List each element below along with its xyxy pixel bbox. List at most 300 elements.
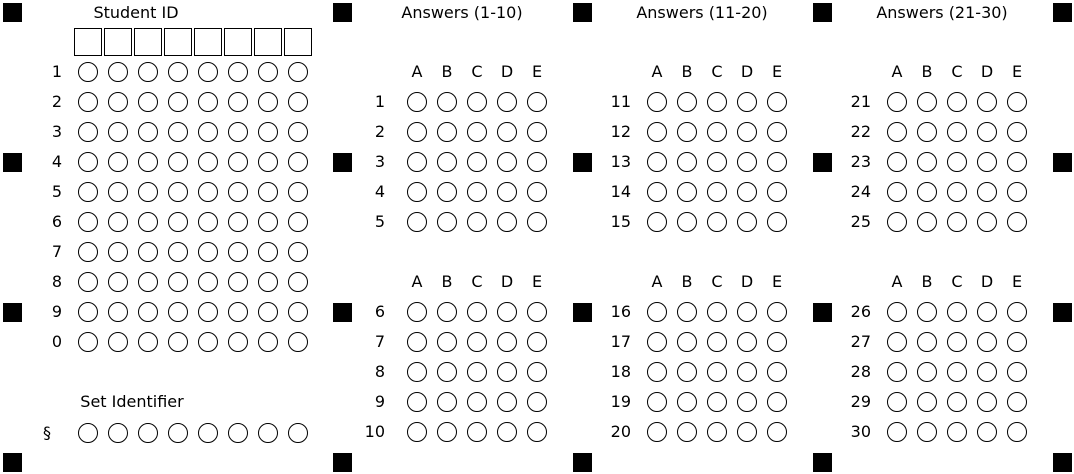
answer-bubble-b[interactable]: [677, 92, 697, 112]
student-id-bubble[interactable]: [258, 92, 278, 112]
choice-header-d: D: [980, 272, 994, 291]
student-id-bubble[interactable]: [228, 272, 248, 292]
student-id-bubble[interactable]: [138, 332, 158, 352]
answer-bubble-d[interactable]: [977, 362, 997, 382]
answer-bubble-b[interactable]: [437, 332, 457, 352]
answer-bubble-c[interactable]: [467, 92, 487, 112]
answer-bubble-c[interactable]: [947, 152, 967, 172]
choice-header-e: E: [771, 62, 783, 81]
answer-bubble-c[interactable]: [467, 152, 487, 172]
question-number: 21: [850, 92, 871, 111]
answer-bubble-e[interactable]: [1007, 332, 1027, 352]
student-id-bubble[interactable]: [168, 212, 188, 232]
answer-bubble-e[interactable]: [767, 392, 787, 412]
answer-bubble-e[interactable]: [527, 392, 547, 412]
student-id-digit-label: 4: [51, 152, 63, 171]
answer-bubble-c[interactable]: [707, 182, 727, 202]
answer-bubble-e[interactable]: [527, 332, 547, 352]
alignment-marker: [333, 3, 352, 22]
answer-bubble-e[interactable]: [767, 152, 787, 172]
student-id-bubble[interactable]: [78, 212, 98, 232]
student-id-box[interactable]: [134, 28, 162, 56]
answer-bubble-c[interactable]: [707, 422, 727, 442]
student-id-bubble[interactable]: [258, 212, 278, 232]
answer-bubble-c[interactable]: [947, 362, 967, 382]
choice-header-e: E: [1011, 62, 1023, 81]
answer-bubble-e[interactable]: [767, 302, 787, 322]
choice-header-b: B: [921, 62, 933, 81]
answer-bubble-e[interactable]: [767, 332, 787, 352]
choice-header-a: A: [651, 62, 663, 81]
answer-bubble-c[interactable]: [947, 302, 967, 322]
answer-bubble-c[interactable]: [467, 302, 487, 322]
student-id-bubble[interactable]: [258, 122, 278, 142]
answer-bubble-d[interactable]: [497, 392, 517, 412]
student-id-bubble[interactable]: [108, 272, 128, 292]
set-identifier-bubble[interactable]: [108, 423, 128, 443]
student-id-bubble[interactable]: [258, 272, 278, 292]
answer-bubble-a[interactable]: [887, 362, 907, 382]
student-id-bubble[interactable]: [198, 92, 218, 112]
answer-bubble-b[interactable]: [917, 212, 937, 232]
answer-bubble-a[interactable]: [647, 152, 667, 172]
question-number: 27: [850, 332, 871, 351]
student-id-bubble[interactable]: [168, 122, 188, 142]
student-id-bubble[interactable]: [288, 302, 308, 322]
answer-bubble-a[interactable]: [407, 92, 427, 112]
student-id-bubble[interactable]: [108, 302, 128, 322]
answer-bubble-b[interactable]: [917, 182, 937, 202]
answer-bubble-d[interactable]: [497, 422, 517, 442]
student-id-bubble[interactable]: [198, 182, 218, 202]
answer-bubble-c[interactable]: [467, 362, 487, 382]
answer-bubble-c[interactable]: [467, 122, 487, 142]
student-id-bubble[interactable]: [168, 242, 188, 262]
answer-bubble-d[interactable]: [977, 92, 997, 112]
answer-bubble-d[interactable]: [977, 122, 997, 142]
student-id-bubble[interactable]: [288, 122, 308, 142]
choice-header-b: B: [441, 62, 453, 81]
answer-bubble-b[interactable]: [677, 152, 697, 172]
student-id-bubble[interactable]: [228, 152, 248, 172]
student-id-bubble[interactable]: [108, 152, 128, 172]
answer-bubble-d[interactable]: [497, 92, 517, 112]
question-number: 20: [610, 422, 631, 441]
answer-bubble-c[interactable]: [707, 332, 727, 352]
answer-bubble-d[interactable]: [977, 212, 997, 232]
answer-bubble-b[interactable]: [437, 212, 457, 232]
student-id-bubble[interactable]: [78, 152, 98, 172]
answer-bubble-a[interactable]: [647, 392, 667, 412]
question-number: 2: [374, 122, 385, 141]
answer-bubble-d[interactable]: [977, 332, 997, 352]
answer-bubble-c[interactable]: [467, 422, 487, 442]
answer-bubble-d[interactable]: [497, 362, 517, 382]
student-id-bubble[interactable]: [78, 242, 98, 262]
student-id-box[interactable]: [104, 28, 132, 56]
answer-bubble-b[interactable]: [677, 332, 697, 352]
answer-bubble-c[interactable]: [467, 182, 487, 202]
answer-bubble-d[interactable]: [737, 332, 757, 352]
answer-bubble-d[interactable]: [977, 422, 997, 442]
answer-bubble-a[interactable]: [407, 212, 427, 232]
answer-bubble-d[interactable]: [737, 182, 757, 202]
question-number: 18: [610, 362, 631, 381]
choice-header-d: D: [500, 272, 514, 291]
student-id-bubble[interactable]: [108, 122, 128, 142]
choice-header-a: A: [411, 272, 423, 291]
set-identifier-bubble[interactable]: [168, 423, 188, 443]
student-id-bubble[interactable]: [138, 302, 158, 322]
question-number: 29: [850, 392, 871, 411]
alignment-marker: [573, 3, 592, 22]
student-id-bubble[interactable]: [138, 242, 158, 262]
answer-bubble-a[interactable]: [647, 302, 667, 322]
answer-bubble-a[interactable]: [647, 332, 667, 352]
answers-section-title: Answers (21-30): [876, 3, 1008, 22]
alignment-marker: [573, 153, 592, 172]
answer-bubble-b[interactable]: [917, 392, 937, 412]
answer-bubble-c[interactable]: [707, 92, 727, 112]
student-id-bubble[interactable]: [108, 92, 128, 112]
question-number: 6: [374, 302, 385, 321]
answer-bubble-e[interactable]: [1007, 122, 1027, 142]
answer-bubble-b[interactable]: [677, 182, 697, 202]
alignment-marker: [573, 303, 592, 322]
set-identifier-symbol: §: [43, 423, 51, 442]
answer-bubble-e[interactable]: [767, 122, 787, 142]
student-id-bubble[interactable]: [198, 152, 218, 172]
student-id-bubble[interactable]: [228, 242, 248, 262]
student-id-bubble[interactable]: [258, 332, 278, 352]
student-id-bubble[interactable]: [288, 182, 308, 202]
answer-bubble-e[interactable]: [527, 182, 547, 202]
answer-bubble-c[interactable]: [467, 332, 487, 352]
student-id-bubble[interactable]: [228, 182, 248, 202]
answer-bubble-a[interactable]: [647, 212, 667, 232]
student-id-bubble[interactable]: [198, 122, 218, 142]
answer-bubble-a[interactable]: [407, 422, 427, 442]
answer-bubble-d[interactable]: [977, 152, 997, 172]
student-id-bubble[interactable]: [198, 302, 218, 322]
answer-bubble-c[interactable]: [707, 392, 727, 412]
answer-bubble-d[interactable]: [737, 122, 757, 142]
answer-bubble-b[interactable]: [917, 332, 937, 352]
set-identifier-bubble[interactable]: [288, 423, 308, 443]
student-id-bubble[interactable]: [288, 92, 308, 112]
answer-bubble-e[interactable]: [1007, 392, 1027, 412]
student-id-bubble[interactable]: [288, 152, 308, 172]
student-id-bubble[interactable]: [258, 242, 278, 262]
alignment-marker: [1053, 453, 1072, 472]
student-id-bubble[interactable]: [78, 92, 98, 112]
answer-bubble-d[interactable]: [737, 212, 757, 232]
question-number: 28: [850, 362, 871, 381]
student-id-bubble[interactable]: [168, 182, 188, 202]
answer-bubble-b[interactable]: [437, 92, 457, 112]
answer-bubble-b[interactable]: [917, 92, 937, 112]
answer-bubble-b[interactable]: [917, 152, 937, 172]
question-number: 7: [374, 332, 385, 351]
student-id-bubble[interactable]: [288, 242, 308, 262]
answer-bubble-e[interactable]: [767, 212, 787, 232]
student-id-bubble[interactable]: [138, 152, 158, 172]
answer-bubble-a[interactable]: [647, 422, 667, 442]
student-id-bubble[interactable]: [168, 302, 188, 322]
choice-header-b: B: [921, 272, 933, 291]
answer-bubble-b[interactable]: [677, 302, 697, 322]
student-id-box[interactable]: [284, 28, 312, 56]
answer-bubble-c[interactable]: [467, 212, 487, 232]
answer-bubble-c[interactable]: [947, 332, 967, 352]
answer-bubble-c[interactable]: [947, 392, 967, 412]
answer-bubble-d[interactable]: [497, 332, 517, 352]
answer-bubble-e[interactable]: [1007, 362, 1027, 382]
alignment-marker: [3, 153, 22, 172]
question-number: 15: [610, 212, 631, 231]
answer-bubble-b[interactable]: [917, 422, 937, 442]
answer-bubble-b[interactable]: [437, 182, 457, 202]
student-id-bubble[interactable]: [198, 242, 218, 262]
answer-bubble-c[interactable]: [467, 392, 487, 412]
answer-bubble-a[interactable]: [647, 92, 667, 112]
answer-bubble-d[interactable]: [977, 392, 997, 412]
choice-header-a: A: [891, 272, 903, 291]
student-id-bubble[interactable]: [108, 62, 128, 82]
alignment-marker: [573, 453, 592, 472]
answer-bubble-a[interactable]: [647, 122, 667, 142]
student-id-bubble[interactable]: [288, 212, 308, 232]
answer-bubble-c[interactable]: [947, 422, 967, 442]
answer-bubble-c[interactable]: [707, 302, 727, 322]
answer-bubble-e[interactable]: [767, 362, 787, 382]
answer-bubble-b[interactable]: [437, 122, 457, 142]
student-id-bubble[interactable]: [138, 92, 158, 112]
student-id-box[interactable]: [224, 28, 252, 56]
question-number: 3: [374, 152, 385, 171]
student-id-bubble[interactable]: [198, 272, 218, 292]
answer-bubble-a[interactable]: [647, 182, 667, 202]
answer-bubble-e[interactable]: [1007, 212, 1027, 232]
answer-bubble-c[interactable]: [947, 122, 967, 142]
student-id-bubble[interactable]: [78, 272, 98, 292]
answer-bubble-d[interactable]: [497, 302, 517, 322]
student-id-box[interactable]: [194, 28, 222, 56]
answer-bubble-a[interactable]: [407, 152, 427, 172]
question-number: 9: [374, 392, 385, 411]
answer-bubble-b[interactable]: [917, 362, 937, 382]
answer-bubble-d[interactable]: [977, 182, 997, 202]
student-id-digit-label: 1: [51, 62, 63, 81]
question-number: 13: [610, 152, 631, 171]
answer-bubble-c[interactable]: [947, 182, 967, 202]
student-id-bubble[interactable]: [78, 332, 98, 352]
answer-bubble-d[interactable]: [497, 152, 517, 172]
answer-bubble-c[interactable]: [947, 92, 967, 112]
answer-bubble-e[interactable]: [1007, 182, 1027, 202]
answer-bubble-d[interactable]: [497, 122, 517, 142]
set-identifier-bubble[interactable]: [228, 423, 248, 443]
choice-header-b: B: [441, 272, 453, 291]
student-id-bubble[interactable]: [228, 302, 248, 322]
answer-bubble-a[interactable]: [887, 92, 907, 112]
answer-bubble-a[interactable]: [887, 332, 907, 352]
answer-bubble-d[interactable]: [497, 182, 517, 202]
student-id-bubble[interactable]: [108, 332, 128, 352]
student-id-bubble[interactable]: [288, 62, 308, 82]
set-identifier-bubble[interactable]: [258, 423, 278, 443]
answer-bubble-a[interactable]: [407, 182, 427, 202]
answer-bubble-e[interactable]: [1007, 302, 1027, 322]
alignment-marker: [333, 153, 352, 172]
answer-bubble-a[interactable]: [887, 152, 907, 172]
answer-bubble-b[interactable]: [917, 122, 937, 142]
answer-bubble-e[interactable]: [527, 152, 547, 172]
answer-bubble-d[interactable]: [737, 392, 757, 412]
student-id-digit-label: 3: [51, 122, 63, 141]
student-id-bubble[interactable]: [198, 332, 218, 352]
student-id-bubble[interactable]: [78, 182, 98, 202]
answer-bubble-a[interactable]: [647, 362, 667, 382]
answer-bubble-b[interactable]: [437, 302, 457, 322]
answer-bubble-c[interactable]: [707, 212, 727, 232]
student-id-bubble[interactable]: [108, 182, 128, 202]
student-id-bubble[interactable]: [78, 62, 98, 82]
answer-bubble-b[interactable]: [437, 152, 457, 172]
student-id-bubble[interactable]: [258, 152, 278, 172]
student-id-bubble[interactable]: [228, 92, 248, 112]
set-identifier-bubble[interactable]: [78, 423, 98, 443]
choice-header-d: D: [980, 62, 994, 81]
student-id-digit-label: 9: [51, 302, 63, 321]
answer-bubble-e[interactable]: [767, 422, 787, 442]
answer-bubble-e[interactable]: [527, 212, 547, 232]
answers-section-title: Answers (1-10): [401, 3, 523, 22]
question-number: 26: [850, 302, 871, 321]
student-id-bubble[interactable]: [138, 272, 158, 292]
student-id-bubble[interactable]: [258, 182, 278, 202]
student-id-bubble[interactable]: [138, 182, 158, 202]
answer-bubble-a[interactable]: [407, 362, 427, 382]
student-id-bubble[interactable]: [228, 122, 248, 142]
question-number: 8: [374, 362, 385, 381]
student-id-bubble[interactable]: [258, 62, 278, 82]
answer-bubble-a[interactable]: [407, 122, 427, 142]
answer-bubble-e[interactable]: [767, 182, 787, 202]
student-id-bubble[interactable]: [198, 212, 218, 232]
alignment-marker: [813, 153, 832, 172]
answer-bubble-c[interactable]: [707, 362, 727, 382]
student-id-bubble[interactable]: [198, 62, 218, 82]
answer-bubble-a[interactable]: [887, 422, 907, 442]
student-id-bubble[interactable]: [228, 212, 248, 232]
set-identifier-bubble[interactable]: [198, 423, 218, 443]
answer-bubble-a[interactable]: [887, 392, 907, 412]
student-id-bubble[interactable]: [168, 332, 188, 352]
student-id-digit-label: 5: [51, 182, 63, 201]
answer-bubble-c[interactable]: [707, 152, 727, 172]
answer-bubble-d[interactable]: [737, 362, 757, 382]
answer-bubble-d[interactable]: [737, 422, 757, 442]
student-id-box[interactable]: [254, 28, 282, 56]
choice-header-c: C: [471, 272, 483, 291]
student-id-bubble[interactable]: [168, 272, 188, 292]
answer-bubble-b[interactable]: [437, 422, 457, 442]
alignment-marker: [3, 303, 22, 322]
choice-header-e: E: [1011, 272, 1023, 291]
set-identifier-bubble[interactable]: [138, 423, 158, 443]
answer-bubble-d[interactable]: [497, 212, 517, 232]
answer-bubble-c[interactable]: [947, 212, 967, 232]
answer-bubble-b[interactable]: [677, 422, 697, 442]
answer-bubble-a[interactable]: [407, 302, 427, 322]
answer-bubble-b[interactable]: [677, 392, 697, 412]
answer-bubble-e[interactable]: [1007, 422, 1027, 442]
student-id-bubble[interactable]: [258, 302, 278, 322]
student-id-bubble[interactable]: [138, 62, 158, 82]
answer-bubble-d[interactable]: [737, 92, 757, 112]
answer-bubble-e[interactable]: [1007, 152, 1027, 172]
answer-bubble-e[interactable]: [527, 302, 547, 322]
choice-header-d: D: [740, 62, 754, 81]
answer-bubble-b[interactable]: [677, 362, 697, 382]
answer-bubble-a[interactable]: [887, 122, 907, 142]
answer-bubble-b[interactable]: [917, 302, 937, 322]
student-id-bubble[interactable]: [168, 62, 188, 82]
student-id-box[interactable]: [164, 28, 192, 56]
answer-bubble-d[interactable]: [737, 152, 757, 172]
student-id-bubble[interactable]: [168, 92, 188, 112]
answer-bubble-b[interactable]: [437, 392, 457, 412]
student-id-bubble[interactable]: [288, 332, 308, 352]
choice-header-a: A: [651, 272, 663, 291]
answer-bubble-b[interactable]: [677, 212, 697, 232]
student-id-bubble[interactable]: [228, 62, 248, 82]
answer-bubble-e[interactable]: [527, 422, 547, 442]
answer-bubble-e[interactable]: [527, 362, 547, 382]
student-id-bubble[interactable]: [138, 122, 158, 142]
answer-bubble-a[interactable]: [407, 332, 427, 352]
student-id-bubble[interactable]: [108, 242, 128, 262]
student-id-bubble[interactable]: [288, 272, 308, 292]
answer-bubble-a[interactable]: [407, 392, 427, 412]
student-id-bubble[interactable]: [78, 122, 98, 142]
answer-bubble-b[interactable]: [677, 122, 697, 142]
student-id-box[interactable]: [74, 28, 102, 56]
student-id-bubble[interactable]: [138, 212, 158, 232]
question-number: 17: [610, 332, 631, 351]
answer-bubble-e[interactable]: [767, 92, 787, 112]
answer-bubble-e[interactable]: [527, 92, 547, 112]
student-id-bubble[interactable]: [108, 212, 128, 232]
answer-bubble-a[interactable]: [887, 212, 907, 232]
answer-bubble-b[interactable]: [437, 362, 457, 382]
answer-bubble-d[interactable]: [737, 302, 757, 322]
student-id-bubble[interactable]: [228, 332, 248, 352]
answer-bubble-c[interactable]: [707, 122, 727, 142]
student-id-digit-label: 7: [51, 242, 63, 261]
answer-bubble-d[interactable]: [977, 302, 997, 322]
answer-bubble-e[interactable]: [1007, 92, 1027, 112]
answer-bubble-e[interactable]: [527, 122, 547, 142]
question-number: 14: [610, 182, 631, 201]
answer-bubble-a[interactable]: [887, 302, 907, 322]
answer-bubble-a[interactable]: [887, 182, 907, 202]
alignment-marker: [3, 3, 22, 22]
choice-header-c: C: [471, 62, 483, 81]
student-id-bubble[interactable]: [78, 302, 98, 322]
student-id-bubble[interactable]: [168, 152, 188, 172]
